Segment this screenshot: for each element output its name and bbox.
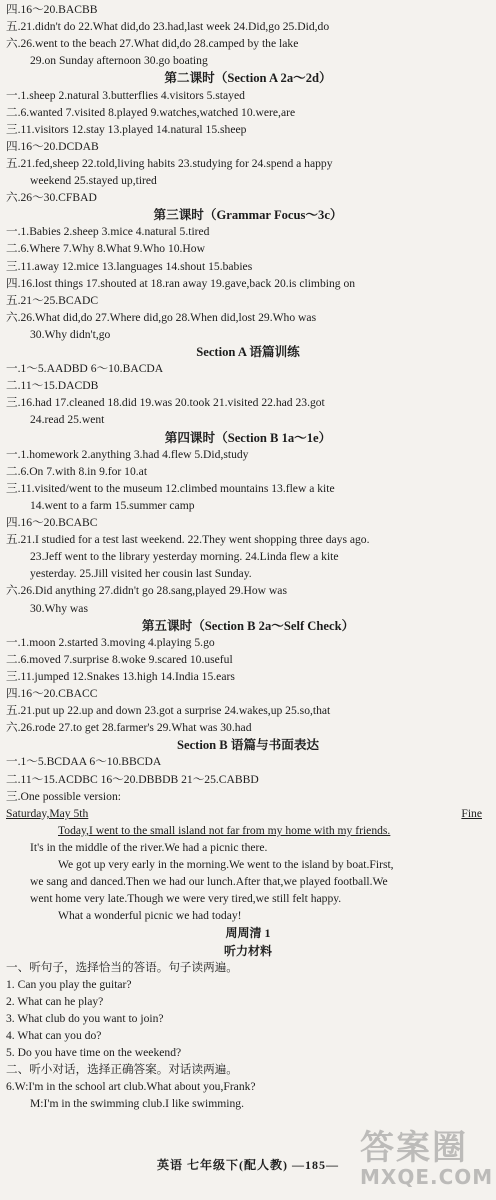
answer-line-42: 六.26.rode 27.to get 28.farmer's 29.What was 30.had xyxy=(6,721,252,735)
answer-line-36: 第五课时（Section B 2a～Self Check） xyxy=(141,618,355,633)
answer-line-17: 五.21～25.BCADC xyxy=(6,293,99,307)
answer-line-16: 四.16.lost things 17.shouted at 18.ran away 19.gave,back 20.is climbing on xyxy=(6,276,356,290)
essay-date-line xyxy=(6,807,482,821)
answer-line-32: 23.Jeff went to the library yesterday morning. 24.Linda flew a kite xyxy=(30,550,339,564)
answer-line-21: 一.1～5.AADBD 6～10.BACDA xyxy=(6,362,164,376)
quiz-line-6: 4. What can you do? xyxy=(6,1029,102,1042)
essay-weather: Fine xyxy=(461,806,482,820)
essay-date: Saturday,May 5th xyxy=(6,806,89,820)
answer-line-15: 三.11.away 12.mice 13.languages 14.shout 15.babies xyxy=(6,259,253,273)
answer-line-3: 29.on Sunday afternoon 30.go boating xyxy=(30,54,208,68)
essay-line-2: We got up very early in the morning.We went to the island by boat.First, xyxy=(58,858,394,871)
answer-line-28: 三.11.visited/went to the museum 12.climbed mountains 13.flew a kite xyxy=(6,481,335,495)
answer-line-10: weekend 25.stayed up,tired xyxy=(30,174,157,187)
answer-line-38: 二.6.moved 7.surprise 8.woke 9.scared 10.useful xyxy=(6,652,233,666)
answer-line-18: 六.26.What did,do 27.Where did,go 28.When did,lost 29.Who was xyxy=(6,310,317,324)
answer-line-24: 24.read 25.went xyxy=(30,413,105,427)
answer-line-46: 三.One possible version: xyxy=(6,789,121,803)
watermark-bottom: MXQE.COM xyxy=(360,1165,494,1189)
answer-line-39: 三.11.jumped 12.Snakes 13.high 14.India 15.ears xyxy=(6,669,235,683)
quiz-line-5: 3. What club do you want to join? xyxy=(6,1011,164,1025)
answer-line-37: 一.1.moon 2.started 3.moving 4.playing 5.go xyxy=(6,635,215,649)
answer-line-0: 四.16～20.BACBB xyxy=(6,3,98,16)
answer-line-11: 六.26～30.CFBAD xyxy=(6,191,97,205)
answer-line-19: 30.Why didn't,go xyxy=(30,327,111,341)
answer-line-35: 30.Why was xyxy=(30,601,88,615)
watermark xyxy=(360,1128,494,1194)
quiz-line-7: 5. Do you have time on the weekend? xyxy=(6,1046,182,1060)
page-footer: 英语 七年级下(配人教) —185— xyxy=(157,1158,339,1172)
answer-line-30: 四.16～20.BCABC xyxy=(6,516,98,529)
watermark-top: 答案圈 xyxy=(360,1128,468,1168)
answer-line-6: 二.6.wanted 7.visited 8.played 9.watches,watched 10.were,are xyxy=(6,105,296,119)
answer-line-40: 四.16～20.CBACC xyxy=(6,687,98,700)
answer-line-26: 一.1.homework 2.anything 3.had 4.flew 5.Did,study xyxy=(6,447,249,461)
essay-line-4: went home very late.Though we were very tired,we still felt happy. xyxy=(30,892,342,906)
answer-line-44: 一.1～5.BCDAA 6～10.BBCDA xyxy=(6,755,162,769)
answer-line-29: 14.went to a farm 15.summer camp xyxy=(30,498,195,512)
answer-line-43: Section B 语篇与书面表达 xyxy=(176,738,320,753)
answer-line-41: 五.21.put up 22.up and down 23.got a surprise 24.wakes,up 25.so,that xyxy=(6,704,331,718)
answer-line-31: 五.21.I studied for a test last weekend. 22.They went shopping three days ago. xyxy=(6,533,370,547)
answer-line-20: Section A 语篇训练 xyxy=(196,345,300,359)
quiz-line-9: 6.W:I'm in the school art club.What about you,Frank? xyxy=(6,1080,256,1094)
quiz-line-8: 二、听小对话，选择正确答案。对话读两遍。 xyxy=(6,1063,238,1077)
answer-line-9: 五.21.fed,sheep 22.told,living habits 23.studying for 24.spend a happy xyxy=(6,156,333,170)
quiz-line-4: 2. What can he play? xyxy=(6,994,104,1008)
answer-line-22: 二.11～15.DACDB xyxy=(6,379,99,393)
essay-line-3: we sang and danced.Then we had our lunch.After that,we played football.We xyxy=(30,875,388,889)
answer-line-2: 六.26.went to the beach 27.What did,do 28.camped by the lake xyxy=(6,37,299,51)
answer-line-5: 一.1.sheep 2.natural 3.butterflies 4.visitors 5.stayed xyxy=(6,88,245,102)
answer-line-4: 第二课时（Section A 2a～2d） xyxy=(164,71,332,86)
answer-line-25: 第四课时（Section B 1a～1e） xyxy=(164,430,332,445)
answer-line-45: 二.11～15.ACDBC 16～20.DBBDB 21～25.CABBD xyxy=(6,772,259,786)
essay-line-0: Today,I went to the small island not far from my home with my friends. xyxy=(58,823,391,837)
answer-line-12: 第三课时（Grammar Focus～3c） xyxy=(153,208,343,223)
answer-line-23: 三.16.had 17.cleaned 18.did 19.was 20.took 21.visited 22.had 23.got xyxy=(6,396,325,410)
answer-line-7: 三.11.visitors 12.stay 13.played 14.natural 15.sheep xyxy=(6,122,247,136)
answer-line-33: yesterday. 25.Jill visited her cousin last Sunday. xyxy=(30,567,252,581)
answer-line-27: 二.6.On 7.with 8.in 9.for 10.at xyxy=(6,464,148,478)
quiz-line-0: 周周清 1 xyxy=(225,926,271,941)
answer-line-14: 二.6.Where 7.Why 8.What 9.Who 10.How xyxy=(6,242,205,256)
quiz-line-10: M:I'm in the swimming club.I like swimming. xyxy=(30,1097,244,1111)
essay-line-5: What a wonderful picnic we had today! xyxy=(58,909,242,923)
quiz-line-2: 一、听句子，选择恰当的答语。句子读两遍。 xyxy=(6,960,238,974)
answer-line-34: 六.26.Did anything 27.didn't go 28.sang,played 29.How was xyxy=(6,584,287,598)
essay-line-1: It's in the middle of the river.We had a picnic there. xyxy=(30,840,268,854)
quiz-line-3: 1. Can you play the guitar? xyxy=(6,977,132,991)
quiz-line-1: 听力材料 xyxy=(223,943,272,958)
answer-line-8: 四.16～20.DCDAB xyxy=(6,139,99,153)
answer-line-13: 一.1.Babies 2.sheep 3.mice 4.natural 5.tired xyxy=(6,225,210,239)
answer-line-1: 五.21.didn't do 22.What did,do 23.had,last week 24.Did,go 25.Did,do xyxy=(6,20,330,34)
